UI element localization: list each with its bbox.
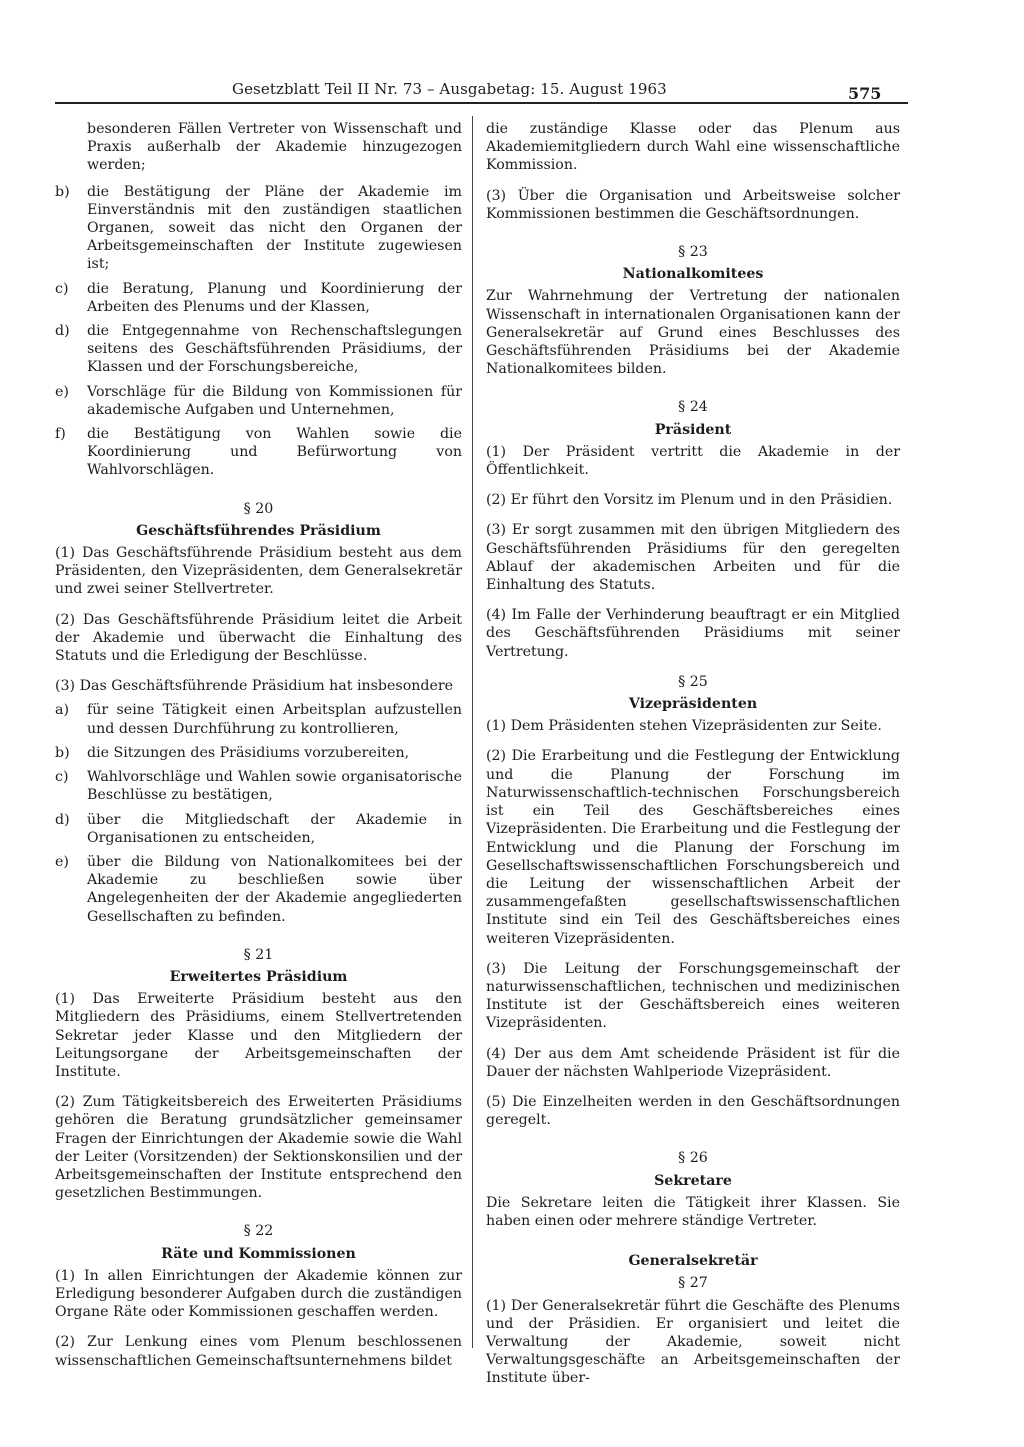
item-text: die Bestätigung von Wahlen sowie die Koordinierung und Befürwortung von Wahlvorschlägen.	[87, 426, 462, 479]
paragraph: die zuständige Klasse oder das Plenum aus Akademiemitgliedern durch Wahl eine wissenschaftliche Kommission.	[486, 121, 900, 174]
paragraph: (1) In allen Einrichtungen der Akademie können zur Erledigung besonderer Aufgaben durch die zuständigen Organe Räte oder Kommissionen geschaffen werden.	[55, 1267, 462, 1321]
header-rule	[55, 102, 908, 104]
list-item	[55, 811, 462, 847]
item-label: c)	[55, 769, 69, 786]
section-number: § 26	[678, 1150, 708, 1167]
paragraph: (5) Die Einzelheiten werden in den Geschäftsordnungen geregelt.	[486, 1093, 900, 1129]
list-item	[55, 853, 462, 926]
item-text: die Entgegennahme von Rechenschaftslegungen seitens des Geschäftsführenden Präsidiums, der Klassen und der Forschungsbereiche,	[87, 323, 462, 376]
item-label: d)	[55, 323, 70, 340]
list-b-to-f	[55, 183, 462, 480]
item-label: d)	[55, 811, 70, 828]
section-title: Räte und Kommissionen	[161, 1245, 356, 1262]
paragraph: (2) Zum Tätigkeitsbereich des Erweiterten Präsidiums gehören die Beratung grundsätzlicher gemeinsamer Fragen der Einrichtungen der Akademie sowie die Wahl der Leiter (Vorsitzenden) der Sektionskonsilien und der Arbeitsgemeinschaften der Institute entsprechend den gesetzlichen Bestimmungen.	[55, 1094, 462, 1202]
section-title: Erweitertes Präsidium	[169, 968, 348, 985]
list-item	[55, 768, 462, 804]
item-label: e)	[55, 853, 69, 870]
paragraph: (1) Das Erweiterte Präsidium besteht aus den Mitgliedern des Präsidiums, einem Stellvertretenden Sekretar jeder Klasse und den Mitgliedern der Leitungsorgane der Arbeitsgemeinschaften der Institute.	[55, 991, 462, 1080]
list-item	[55, 383, 462, 419]
list-item	[55, 280, 462, 316]
item-text: über die Mitgliedschaft der Akademie in Organisationen zu entscheiden,	[87, 811, 462, 846]
section-title: Geschäftsführendes Präsidium	[136, 522, 381, 539]
paragraph: (2) Zur Lenkung eines vom Plenum beschlossenen wissenschaftlichen Gemeinschaftsunternehmens bildet	[55, 1334, 462, 1369]
paragraph: (1) Der Präsident vertritt die Akademie in der Öffentlichkeit.	[486, 443, 900, 479]
paragraph: (2) Die Erarbeitung und die Festlegung der Entwicklung und die Planung der Forschung im Naturwissenschaftlich-technischen Forschungsbereich ist ein Teil des Geschäftsbereiches eines Vizepräsidenten. Die Erarbeitung und die Festlegung der Entwicklung und die Planung der Forschung im Gesellschaftswissenschaftlichen Forschungsbereich und die Leitung der wissenschaftlichen Arbeit der zusammengefaßten gesellschaftswissenschaftlichen Institute sind ein Teil des Geschäftsbereiches eines weiteren Vizepräsidenten.	[486, 748, 900, 947]
item-label: f)	[55, 426, 66, 443]
paragraph: (3) Er sorgt zusammen mit den übrigen Mitgliedern des Geschäftsführenden Präsidiums für den geregelten Ablauf der akademischen Arbeiten und für die Einhaltung des Statuts.	[486, 522, 900, 594]
right-column	[486, 120, 900, 1400]
item-label: c)	[55, 280, 69, 297]
paragraph: (1) Das Geschäftsführende Präsidium besteht aus dem Präsidenten, den Vizepräsidenten, dem Generalsekretär und zwei seiner Stellvertreter.	[55, 545, 462, 598]
item-text: die Sitzungen des Präsidiums vorzubereiten,	[87, 744, 410, 761]
item-text: Wahlvorschläge und Wahlen sowie organisatorische Beschlüsse zu bestätigen,	[87, 769, 462, 804]
paragraph: (1) Der Generalsekretär führt die Geschäfte des Plenums und der Präsidien. Er organisiert und leitet die Verwaltung der Akademie, soweit nicht Verwaltungsgeschäfte an Arbeitsgemeinschaften der Institute über-	[486, 1297, 900, 1387]
section-number: § 20	[243, 500, 274, 517]
item-label: a)	[55, 702, 69, 719]
section-number: § 24	[678, 399, 708, 416]
section-heading: Generalsekretär	[628, 1253, 758, 1270]
section-title: Vizepräsidenten	[628, 696, 758, 713]
paragraph: Die Sekretare leiten die Tätigkeit ihrer Klassen. Sie haben einen oder mehrere ständige Vertreter.	[486, 1194, 900, 1229]
list-item	[55, 322, 462, 377]
section-number: § 25	[678, 673, 708, 690]
paragraph: (1) Dem Präsidenten stehen Vizepräsidenten zur Seite.	[486, 718, 882, 735]
continued-list-item: besonderen Fällen Vertreter von Wissenschaft und Praxis außerhalb der Akademie hinzugezogen werden;	[87, 121, 462, 174]
item-label: e)	[55, 383, 69, 400]
list-a-to-e	[55, 701, 462, 925]
section-number: § 27	[678, 1275, 708, 1292]
item-label: b)	[55, 744, 70, 761]
page-header-title: Gesetzblatt Teil II Nr. 73 – Ausgabetag: 15. August 1963	[232, 80, 667, 98]
paragraph: (2) Er führt den Vorsitz im Plenum und in den Präsidien.	[486, 492, 893, 509]
paragraph: (3) Über die Organisation und Arbeitsweise solcher Kommissionen bestimmen die Geschäftsordnungen.	[486, 187, 900, 222]
paragraph: (3) Die Leitung der Forschungsgemeinschaft der naturwissenschaftlichen, technischen und medizinischen Institute ist der Geschäftsbereich eines weiteren Vizepräsidenten.	[486, 960, 900, 1032]
paragraph: (4) Der aus dem Amt scheidende Präsident ist für die Dauer der nächsten Wahlperiode Vizepräsident.	[486, 1045, 900, 1080]
item-text: für seine Tätigkeit einen Arbeitsplan aufzustellen und dessen Durchführung zu kontrollieren,	[87, 702, 462, 737]
column-divider	[472, 116, 473, 1348]
list-item	[55, 183, 462, 274]
paragraph: (2) Das Geschäftsführende Präsidium leitet die Arbeit der Akademie und überwacht die Einhaltung des Statuts und die Erledigung der Beschlüsse.	[55, 611, 462, 665]
list-item	[55, 701, 462, 737]
section-number: § 23	[678, 244, 708, 261]
item-text: über die Bildung von Nationalkomitees bei der Akademie zu beschließen sowie über Angelegenheiten der der Akademie angegliederten Gesellschaften zu befinden.	[87, 853, 462, 925]
left-column	[55, 120, 462, 1382]
item-text: Vorschläge für die Bildung von Kommissionen für akademische Aufgaben und Unternehmen,	[87, 383, 462, 418]
item-text: die Beratung, Planung und Koordinierung der Arbeiten des Plenums und der Klassen,	[87, 280, 462, 315]
paragraph: Zur Wahrnehmung der Vertretung der nationalen Wissenschaft in internationalen Organisationen kann der Generalsekretär auf Grund eines Beschlusses des Geschäftsführenden Präsidiums bei der Akademie Nationalkomitees bilden.	[486, 288, 900, 378]
section-title: Nationalkomitees	[622, 266, 764, 283]
section-number: § 22	[243, 1223, 274, 1240]
page-number: 575	[848, 84, 882, 103]
paragraph: (4) Im Falle der Verhinderung beauftragt er ein Mitglied des Geschäftsführenden Präsidiums mit seiner Vertretung.	[486, 607, 900, 660]
item-text: die Bestätigung der Pläne der Akademie im Einverständnis mit den zuständigen staatlichen Organen, soweit das nicht den Organen der Arbeitsgemeinschaften der Institute zugewiesen ist;	[87, 183, 462, 273]
section-number: § 21	[243, 946, 274, 963]
section-title: Sekretare	[654, 1172, 732, 1189]
section-title: Präsident	[654, 421, 732, 438]
list-item	[55, 744, 462, 762]
list-item	[55, 425, 462, 480]
item-label: b)	[55, 183, 70, 200]
paragraph: (3) Das Geschäftsführende Präsidium hat insbesondere	[55, 678, 454, 695]
